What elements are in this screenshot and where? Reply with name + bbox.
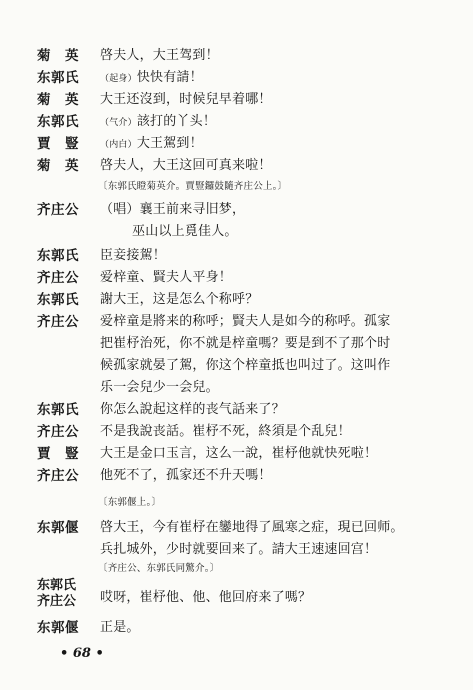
speaker-name: 齐庄公 xyxy=(37,314,79,330)
stage-direction: （起身） xyxy=(100,74,137,84)
speaker-name: 齐庄公 xyxy=(37,424,79,440)
speaker-name: 东郭氏 xyxy=(37,248,79,264)
speaker-name: 菊 英 xyxy=(37,92,79,108)
dialogue-line xyxy=(0,442,473,464)
dialogue-line xyxy=(0,44,473,66)
dialogue-line xyxy=(0,578,473,614)
dialogue-line xyxy=(0,310,473,332)
dialogue-line xyxy=(0,420,473,442)
dialogue-line xyxy=(0,288,473,310)
dialogue-text: 大王駕到！ xyxy=(136,136,203,151)
speaker-name: 賈 豎 xyxy=(37,136,79,152)
dialogue-line xyxy=(0,132,473,154)
stage-direction-line xyxy=(0,494,473,516)
dialogue-text: 該打的丫头！ xyxy=(136,114,217,129)
stage-direction: 〔齐庄公、东郭氏同驚介。〕 xyxy=(98,563,220,574)
dialogue-text: 臣妾接駕！ xyxy=(100,248,167,263)
speaker-name: 齐庄公 xyxy=(37,270,79,286)
dialogue-line xyxy=(0,464,473,486)
stage-direction: （内白） xyxy=(100,140,137,150)
speaker-name: 东郭氏 xyxy=(37,402,79,418)
stage-direction: （气介） xyxy=(100,118,137,128)
dialogue-text: 不是我說丧話。崔杼不死，終須是个乱兒！ xyxy=(100,424,351,439)
dialogue-line xyxy=(0,66,473,88)
dialogue-text: 他死不了，孤家还不升天嗎！ xyxy=(100,468,272,483)
dialogue-text: 啓夫人，大王驾到！ xyxy=(100,48,219,63)
dialogue-text: 謝大王，这是怎么个称呼？ xyxy=(100,292,259,307)
speaker-name: 菊 英 xyxy=(37,158,79,174)
dialogue-text: 啓大王，今有崔杼在鑾地得了風寒之症，現已回师。 xyxy=(100,520,404,535)
speaker-name: 东郭氏 xyxy=(37,292,79,308)
page-number: • 68 • xyxy=(60,646,104,661)
dialogue-line xyxy=(0,198,473,220)
dialogue-continuation xyxy=(0,538,473,560)
dialogue-line xyxy=(0,266,473,288)
dialogue-line xyxy=(0,398,473,420)
speaker-name: 东郭氏 xyxy=(37,70,79,86)
stage-direction: 〔东郭偃上。〕 xyxy=(98,497,162,508)
stage-direction: 〔东郭氏瞪菊英介。賈豎鑼鼓隨齐庄公上。〕 xyxy=(98,181,288,192)
dialogue-text: 候孤家就晏了駕，你这个梓童抵也叫过了。这叫作 xyxy=(100,358,391,373)
dialogue-text: 兵扎城外，少时就要回来了。請大王速速回宫！ xyxy=(100,542,378,557)
dialogue-continuation xyxy=(0,354,473,376)
dialogue-continuation xyxy=(0,332,473,354)
speaker-name: 东郭偃 xyxy=(37,620,79,636)
dialogue-text: 大王是金口玉言，这么一說，崔杼他就快死啦！ xyxy=(100,446,378,461)
dialogue-continuation xyxy=(0,220,473,242)
dialogue-line xyxy=(0,616,473,638)
dialogue-line xyxy=(0,244,473,266)
dialogue-text: 把崔杼治死，你不就是梓童嗎？要是到不了那个时 xyxy=(100,336,391,351)
speaker-name: 齐庄公 xyxy=(37,594,77,609)
dialogue-text: 巫山以上覓佳人。 xyxy=(132,224,238,239)
speaker-name: 菊 英 xyxy=(37,48,79,64)
dialogue-line xyxy=(0,88,473,110)
dialogue-text: 啓夫人，大王这回可真来啦！ xyxy=(100,158,272,173)
dialogue-text: 快快有請！ xyxy=(136,70,203,85)
dialogue-text: 爱梓童是將来的称呼；賢夫人是如今的称呼。孤家 xyxy=(100,314,391,329)
speaker-name: 东郭氏 xyxy=(37,578,77,593)
dialogue-text: （唱）襄王前来寻旧梦， xyxy=(100,202,246,217)
dialogue-text: 乐一会兒少一会兒。 xyxy=(100,380,219,395)
speaker-name: 东郭偃 xyxy=(37,520,79,536)
speaker-name: 賈 豎 xyxy=(37,446,79,462)
dialogue-text: 正是。 xyxy=(100,620,140,635)
speaker-name: 齐庄公 xyxy=(37,202,79,218)
speaker-name: 齐庄公 xyxy=(37,468,79,484)
dialogue-text: 爱梓童、賢夫人平身！ xyxy=(100,270,233,285)
dialogue-line xyxy=(0,110,473,132)
dialogue-text: 你怎么說起这样的丧气話来了？ xyxy=(100,402,285,417)
speaker-name: 东郭氏 xyxy=(37,114,79,130)
dialogue-text: 大王还沒到，时候兒早着哪！ xyxy=(100,92,272,107)
dialogue-text: 哎呀，崔杼他、他、他回府来了嗎？ xyxy=(100,590,312,605)
dialogue-line xyxy=(0,154,473,176)
dialogue-line xyxy=(0,516,473,538)
dialogue-continuation xyxy=(0,376,473,398)
stage-direction-line xyxy=(0,178,473,200)
